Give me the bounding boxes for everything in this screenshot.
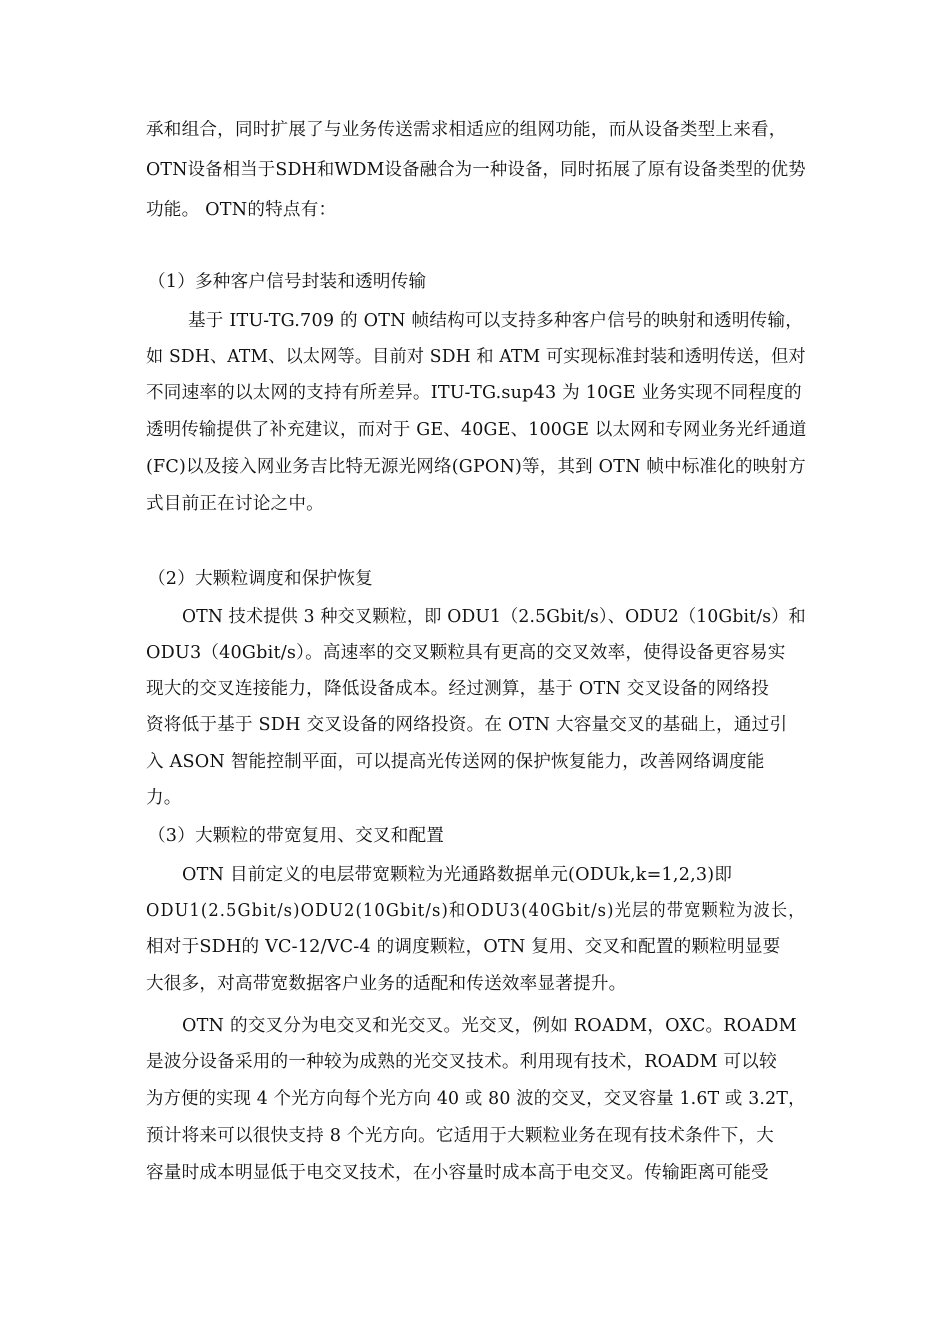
section3-line-2: ODU1(2.5Gbit/s)ODU2(10Gbit/s)和ODU3(40Gbit/s)光层的带宽颗粒为波长， xyxy=(146,901,806,921)
section3-heading: （3）大颗粒的带宽复用、交叉和配置 xyxy=(148,826,445,846)
intro-line-2: OTN设备相当于SDH和WDM设备融合为一种设备，同时拓展了原有设备类型的优势 xyxy=(146,160,806,180)
section2-line-4: 资将低于基于 SDH 交叉设备的网络投资。在 OTN 大容量交叉的基础上，通过引 xyxy=(146,715,788,735)
section2-line-6: 力。 xyxy=(146,788,182,808)
section3-line-4: 大很多，对高带宽数据客户业务的适配和传送效率显著提升。 xyxy=(146,974,627,994)
section4-line-1: OTN 的交叉分为电交叉和光交叉。光交叉，例如 ROADM，OXC。ROADM xyxy=(182,1016,797,1036)
section1-line-3: 不同速率的以太网的支持有所差异。ITU-TG.sup43 为 10GE 业务实现不同程度的 xyxy=(146,383,802,403)
section2-line-3: 现大的交叉连接能力，降低设备成本。经过测算，基于 OTN 交叉设备的网络投 xyxy=(146,679,770,699)
section3-line-3: 相对于SDH的 VC-12/VC-4 的调度颗粒，OTN 复用、交叉和配置的颗粒明显要 xyxy=(146,937,781,957)
section1-line-5: (FC)以及接入网业务吉比特无源光网络(GPON)等，其到 OTN 帧中标准化的映射方 xyxy=(146,457,806,477)
section2-line-5: 入 ASON 智能控制平面，可以提高光传送网的保护恢复能力，改善网络调度能 xyxy=(146,752,765,772)
section1-heading: （1）多种客户信号封装和透明传输 xyxy=(148,272,427,292)
section1-line-1: 基于 ITU-TG.709 的 OTN 帧结构可以支持多种客户信号的映射和透明传输， xyxy=(188,311,804,331)
section4-line-3: 为方便的实现 4 个光方向每个光方向 40 或 80 波的交叉，交叉容量 1.6T 或 3.2T， xyxy=(146,1089,806,1109)
section4-line-4: 预计将来可以很快支持 8 个光方向。它适用于大颗粒业务在现有技术条件下，大 xyxy=(146,1126,774,1146)
section2-line-1: OTN 技术提供 3 种交叉颗粒，即 ODU1（2.5Gbit/s）、ODU2（10Gbit/s）和 xyxy=(182,607,806,627)
section2-line-2: ODU3（40Gbit/s）。高速率的交叉颗粒具有更高的交叉效率，使得设备更容易实 xyxy=(146,643,786,663)
section1-line-4: 透明传输提供了补充建议，而对于 GE、40GE、100GE 以太网和专网业务光纤通道 xyxy=(146,420,807,440)
section4-line-2: 是波分设备采用的一种较为成熟的光交叉技术。利用现有技术，ROADM 可以较 xyxy=(146,1052,777,1072)
section4-line-5: 容量时成本明显低于电交叉技术，在小容量时成本高于电交叉。传输距离可能受 xyxy=(146,1163,769,1183)
intro-line-3: 功能。 OTN的特点有： xyxy=(146,200,337,220)
section1-line-2: 如 SDH、ATM、以太网等。目前对 SDH 和 ATM 可实现标准封装和透明传送，但对 xyxy=(146,347,806,367)
section2-heading: （2）大颗粒调度和保护恢复 xyxy=(148,569,373,589)
section3-line-1: OTN 目前定义的电层带宽颗粒为光通路数据单元(ODUk,k=1,2,3)即 xyxy=(182,865,733,885)
intro-line-1: 承和组合，同时扩展了与业务传送需求相适应的组网功能，而从设备类型上来看， xyxy=(146,120,787,140)
section1-line-6: 式目前正在讨论之中。 xyxy=(146,494,324,514)
